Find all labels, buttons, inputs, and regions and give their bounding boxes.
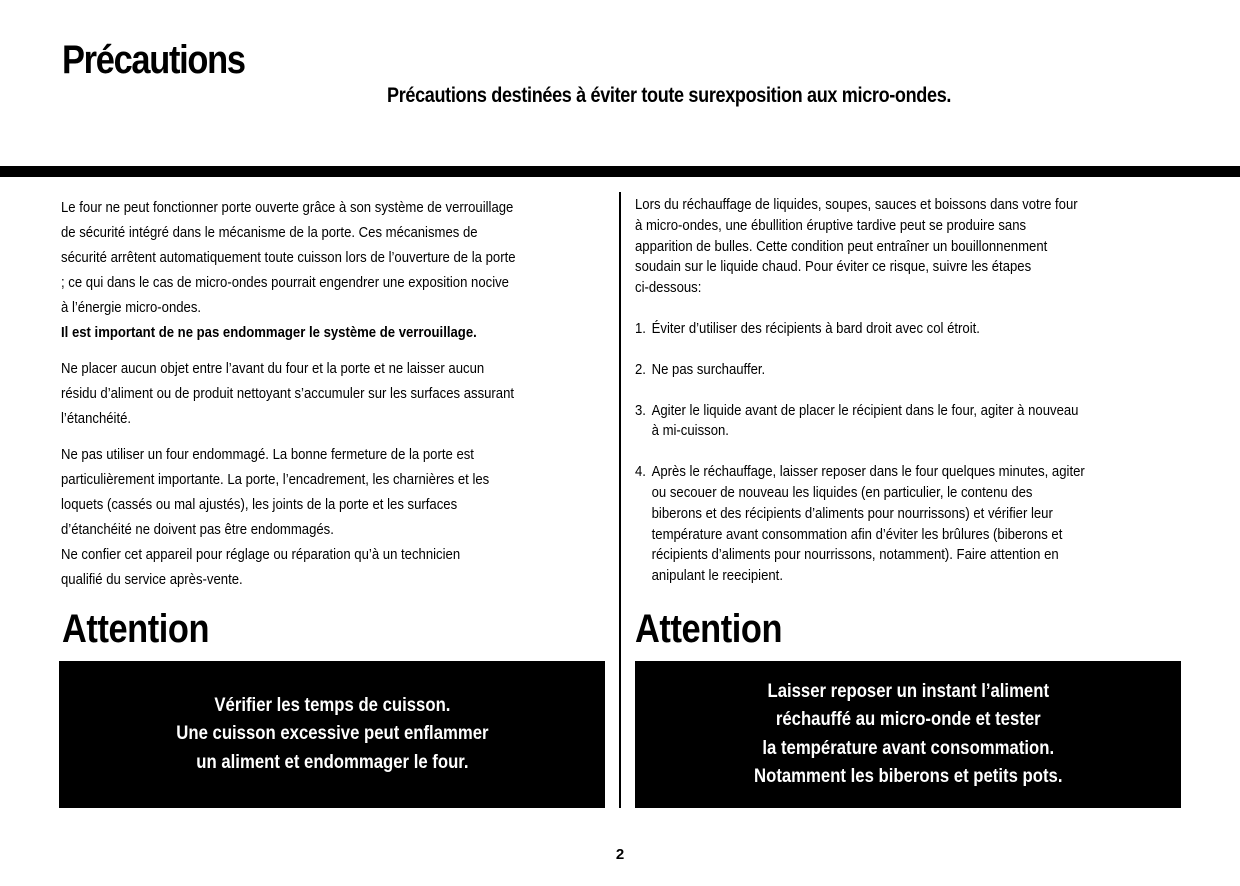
step-number: 4. (635, 463, 646, 481)
text-line: Le four ne peut fonctionner porte ouverte grâce à son système de verrouillage (61, 199, 514, 216)
text-line: à micro-ondes, une ébullition éruptive tardive peut se produire sans (635, 216, 1027, 234)
paragraph-door-lock (61, 195, 607, 345)
step-number: 2. (635, 360, 646, 378)
attention-text: réchauffé au micro-onde et tester (775, 709, 1041, 730)
attention-text: Une cuisson excessive peut enflammer (175, 723, 489, 745)
text-line: Ne confier cet appareil pour réglage ou réparation qu’à un technicien (61, 546, 461, 563)
step-number: 3. (635, 401, 646, 419)
paragraph-damaged-oven (61, 442, 607, 592)
text-line: de sécurité intégré dans le mécanisme de la porte. Ces mécanismes de (61, 224, 478, 241)
list-item (635, 462, 1182, 587)
step-text: ou secouer de nouveau les liquides (en particulier, le contenu des (651, 483, 1033, 501)
step-text: récipients d’aliments pour nourrissons, notamment). Faire attention en (651, 546, 1059, 564)
lock-warning: Il est important de ne pas endommager le système de verrouillage. (61, 324, 477, 341)
page-number: 2 (615, 846, 625, 863)
text-line: qualifié du service après-vente. (61, 571, 243, 588)
step-text: à mi-cuisson. (651, 422, 729, 440)
attention-heading-right: Attention (635, 607, 783, 651)
text-line: à l’énergie micro-ondes. (61, 299, 202, 316)
steps-list (635, 319, 1182, 587)
attention-heading-left: Attention (62, 607, 210, 651)
text-line: l’étanchéité. (61, 410, 132, 427)
list-item (635, 360, 1182, 381)
left-column (61, 195, 607, 592)
right-column (635, 195, 1182, 607)
step-text: température avant consommation afin d’éviter les brûlures (biberons et (651, 525, 1063, 543)
text-line: soudain sur le liquide chaud. Pour éviter ce risque, suivre les étapes (635, 258, 1032, 276)
text-line: apparition de bulles. Cette condition peut entraîner un bouillonnenment (635, 237, 1048, 255)
text-line: ; ce qui dans le cas de micro-ondes pourrait engendrer une exposition nocive (61, 274, 509, 291)
attention-box-resting (635, 661, 1181, 808)
attention-text: Laisser reposer un instant l’aliment (767, 680, 1049, 702)
column-divider (619, 192, 621, 808)
text-line: ci-dessous: (635, 279, 702, 297)
step-text: anipulant le reecipient. (651, 567, 783, 585)
step-number: 1. (635, 319, 646, 337)
text-line: loquets (cassés ou mal ajustés), les joints de la porte et les surfaces (61, 496, 458, 513)
attention-text: la température avant consommation. (762, 737, 1054, 759)
paragraph-liquids-intro (635, 195, 1182, 299)
text-line: résidu d’aliment ou de produit nettoyant s’accumuler sur les surfaces assurant (61, 385, 515, 402)
text-line: Ne placer aucun objet entre l’avant du four et la porte et ne laisser aucun (61, 360, 485, 377)
page-subtitle: Précautions destinées à éviter toute surexposition aux micro-ondes. (387, 84, 952, 107)
text-line: d’étanchéité ne doivent pas être endommagés. (61, 521, 334, 538)
attention-text: Vérifier les temps de cuisson. (213, 694, 451, 716)
text-line: sécurité arrêtent automatiquement toute cuisson lors de l’ouverture de la porte (61, 249, 516, 266)
attention-text: Notamment les biberons et petits pots. (753, 766, 1063, 787)
paragraph-seal-surfaces (61, 356, 607, 431)
header-rule (0, 166, 1240, 177)
attention-box-cooking-time (59, 661, 605, 808)
text-line: Lors du réchauffage de liquides, soupes, sauces et boissons dans votre four (635, 196, 1078, 213)
text-line: Ne pas utiliser un four endommagé. La bonne fermeture de la porte est (61, 446, 474, 463)
attention-text: un aliment et endommager le four. (195, 751, 469, 773)
list-item (635, 319, 1182, 340)
step-text: Agiter le liquide avant de placer le récipient dans le four, agiter à nouveau (651, 401, 1079, 419)
step-text: Après le réchauffage, laisser reposer dans le four quelques minutes, agiter (651, 463, 1085, 481)
page-title: Précautions (62, 38, 245, 82)
text-line: particulièrement importante. La porte, l’encadrement, les charnières et les (61, 471, 490, 488)
step-text: biberons et des récipients d’aliments pour nourrissons) et vérifier leur (651, 504, 1053, 522)
step-text: Ne pas surchauffer. (651, 360, 766, 378)
step-text: Éviter d’utiliser des récipients à bard droit avec col étroit. (651, 319, 980, 337)
list-item (635, 401, 1182, 443)
